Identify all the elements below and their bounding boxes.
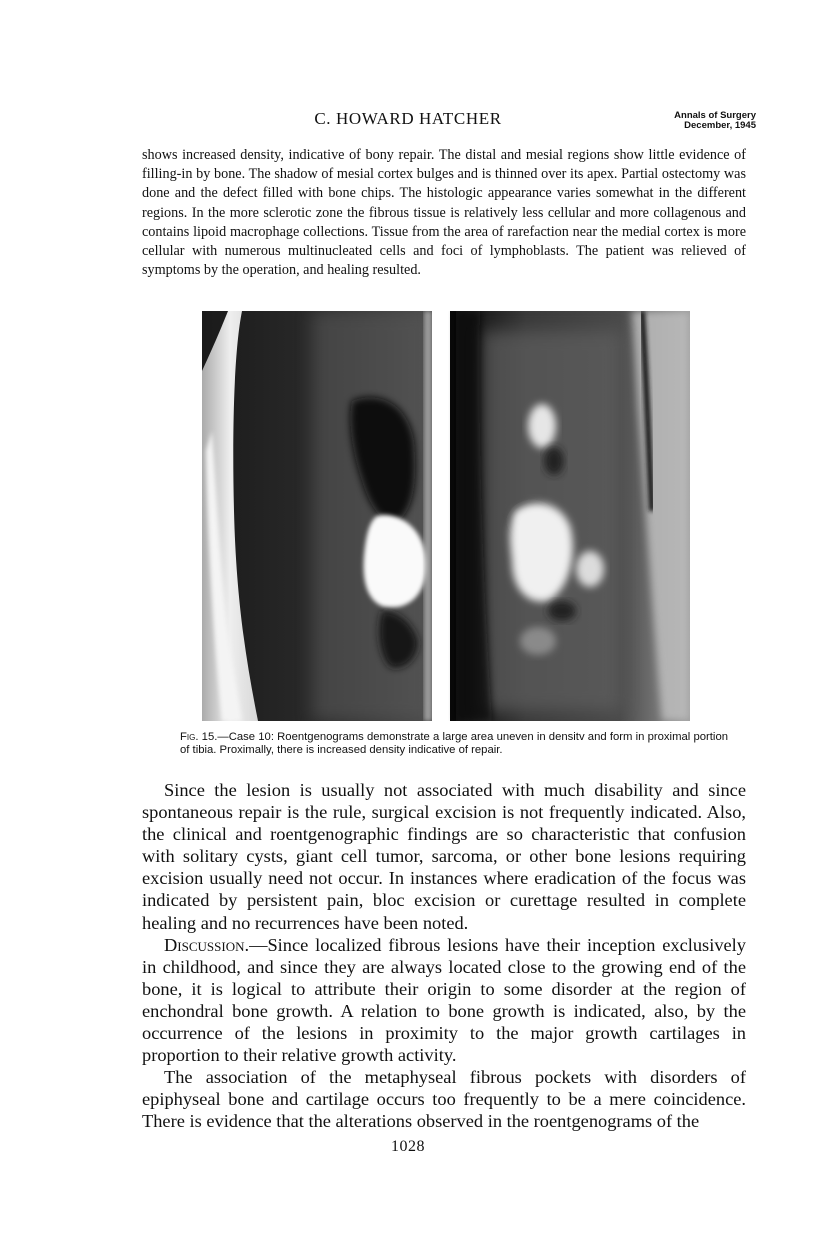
body-text bbox=[142, 779, 746, 1133]
roentgenogram-figure bbox=[202, 311, 690, 721]
journal-citation bbox=[674, 111, 756, 131]
discussion-body: —Since localized fibrous lesions have their inception exclusively in childhood, and since they are always located close to the growing end of the bone, it is logical to attribute their origin to some disorder at the region of enchondral bone growth. A relation to bone growth is indicated, also, by the occurrence of the lesions in proximity to the major growth cartilages in proportion to their relative growth activity. bbox=[142, 934, 746, 1066]
left-roentgenogram bbox=[202, 311, 432, 721]
excision-paragraph: Since the lesion is usually not associated with much disability and since spontaneous repair is the rule, surgical excision is not frequently indicated. Also, the clinical and roentgenographic findings are so characteristic that confusion with solitary cysts, giant cell tumor, sarcoma, or other bone lesions requiring excision usually need not occur. In instances where eradication of the focus was indicated by persistent pain, bloc excision or curettage resulted in complete healing and no recurrences have been noted. bbox=[142, 780, 746, 933]
page-number: 1028 bbox=[391, 1138, 425, 1155]
running-head: C. HOWARD HATCHER bbox=[314, 109, 502, 128]
figure-caption bbox=[180, 731, 728, 756]
case-paragraph: shows increased density, indicative of bony repair. The distal and mesial regions show little evidence of filling-in by bone. The shadow of mesial cortex bulges and is thinned over its apex. Partial ostectomy was done and the defect filled with bone chips. The histologic appearance varies somewhat in the different regions. In the more sclerotic zone the fibrous tissue is relatively less cellular and more collagenous and contains lipoid macrophage collections. Tissue from the area of rarefaction near the medial cortex is more cellular with numerous multinucleated cells and foci of lymphoblasts. The patient was relieved of symptoms by the operation, and healing resulted. bbox=[142, 147, 746, 279]
discussion-heading: Discussion. bbox=[164, 934, 250, 955]
discussion-paragraph bbox=[142, 934, 746, 1067]
journal-date: December, 1945 bbox=[684, 120, 756, 131]
figure-caption-text: —Case 10: Roentgenograms demonstrate a large area uneven in densitv and form in proximal portion of tibia. Proximally, there is increased density indicative of repair. bbox=[180, 731, 729, 756]
figure-label: Fig. 15. bbox=[180, 731, 218, 743]
right-roentgenogram bbox=[456, 311, 690, 721]
association-paragraph: The association of the metaphyseal fibrous pockets with disorders of epiphyseal bone and cartilage occurs too frequently to be a mere coincidence. There is evidence that the alterations observed in the roentgenograms of the bbox=[142, 1067, 746, 1132]
journal-name: Annals of Surgery bbox=[674, 110, 756, 121]
